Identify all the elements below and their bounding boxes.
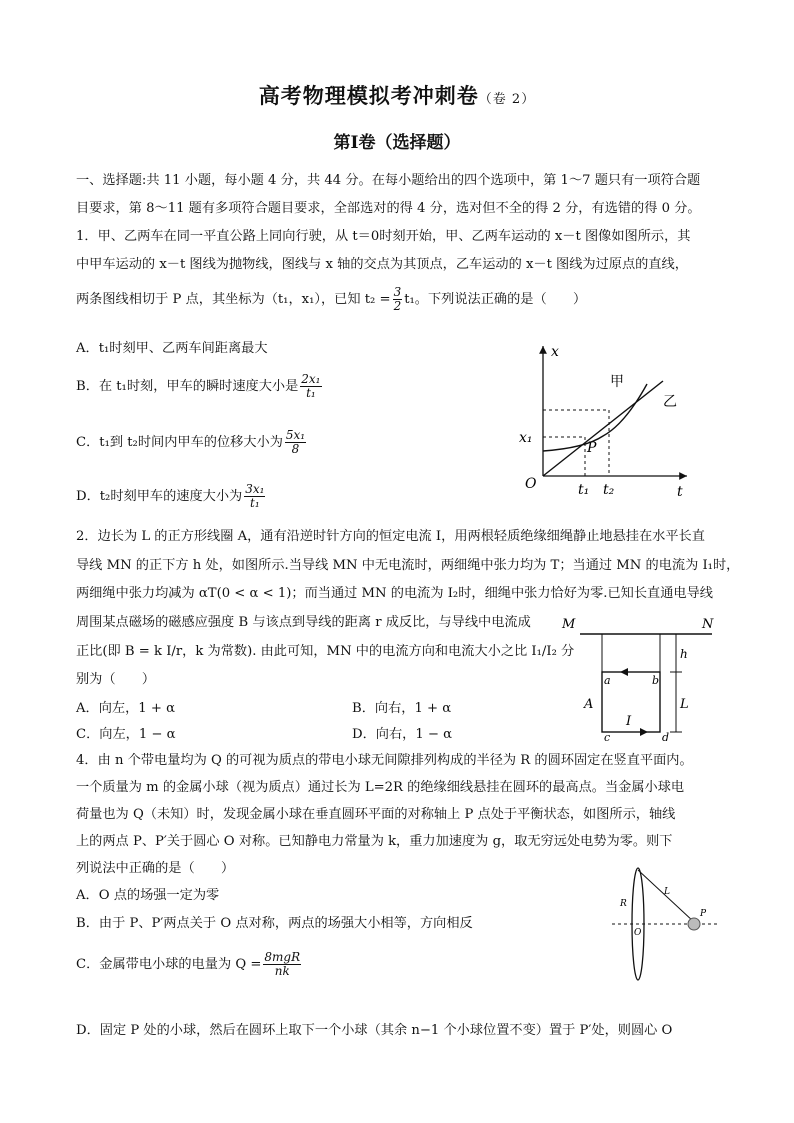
- q2-option-d[interactable]: D．向右，1 − α: [352, 727, 453, 742]
- y-axis-label: x: [551, 344, 559, 360]
- label-c: c: [604, 731, 611, 742]
- label-r: R: [620, 899, 627, 909]
- label-n: N: [702, 617, 714, 632]
- label-a: a: [604, 674, 611, 687]
- page-title: 高考物理模拟考冲刺卷（卷 2）: [258, 83, 536, 108]
- label-p: P: [700, 909, 707, 919]
- label-m: M: [562, 617, 576, 632]
- q2-stem-4: 周围某点磁场的磁感应强度 B 与该点到导线的距离 r 成反比，与导线中电流成: [76, 615, 531, 630]
- q1-stem-1: 1．甲、乙两车在同一平直公路上同向行驶，从 t＝0时刻开始，甲、乙两车运动的 x－t 图像如图所示，其: [76, 229, 691, 244]
- jia-label: 甲: [610, 374, 624, 390]
- q1-option-a[interactable]: A．t₁时刻甲、乙两车间距离最大: [76, 341, 268, 356]
- yi-line: [543, 381, 663, 476]
- q2-stem-5: 正比(即 B = k I/r，k 为常数). 由此可知，MN 中的电流方向和电流大小之比 I₁/I₂ 分: [76, 644, 575, 659]
- label-b: b: [652, 674, 660, 687]
- q1-option-b[interactable]: B．在 t₁时刻，甲车的瞬时速度大小是 $\frac{\text{2x₁}}{\text{t₁}}$: [76, 372, 321, 400]
- q1-xt-graph: [515, 336, 695, 506]
- section-instruction-1: 一、选择题:共 11 小题，每小题 4 分，共 44 分。在每小题给出的四个选项中，第 1～7 题只有一项符合题: [76, 173, 701, 188]
- q4-ring-figure: [612, 862, 722, 987]
- q2-stem-1: 2．边长为 L 的正方形线圈 A，通有沿逆时针方向的恒定电流 I，用两根轻质绝缘细绳静止地悬挂在水平长直: [76, 529, 705, 544]
- x1-label: x₁: [519, 430, 533, 446]
- q4-stem-5: 列说法中正确的是（ ）: [76, 861, 235, 876]
- q4-option-a[interactable]: A．O 点的场强一定为零: [76, 888, 220, 903]
- metal-ball: [688, 918, 700, 930]
- q1-fraction: $\frac{3}{2}$: [393, 285, 402, 313]
- q2-stem-2: 导线 MN 的正下方 h 处，如图所示.当导线 MN 中无电流时，两细绳中张力均为 T；当通过 MN 的电流为 I₁时，: [76, 558, 740, 573]
- q4-option-b[interactable]: B．由于 P、P′两点关于 O 点对称，两点的场强大小相等，方向相反: [76, 916, 473, 931]
- q1-stem-2: 中甲车运动的 x－t 图线为抛物线，图线与 x 轴的交点为其顶点，乙车运动的 x－t 图线为过原点的直线，: [76, 257, 688, 272]
- q2-option-b[interactable]: B．向右，1 + α: [352, 701, 452, 716]
- q1-option-d[interactable]: D．t₂时刻甲车的速度大小为 $\frac{\text{3x₁}}{\text{t₁}}$: [76, 482, 265, 510]
- yi-label: 乙: [663, 394, 677, 410]
- title-suffix: （卷 2）: [478, 92, 536, 107]
- q4-stem-2: 一个质量为 m 的金属小球（视为质点）通过长为 L=2R 的绝缘细线悬挂在圆环的最高点。当金属小球电: [76, 780, 685, 795]
- q2-option-a[interactable]: A．向左，1 + α: [76, 701, 176, 716]
- label-h: h: [680, 647, 688, 661]
- label-l: L: [664, 887, 670, 897]
- label-l: L: [680, 697, 689, 712]
- q2-option-c[interactable]: C．向左，1 − α: [76, 727, 176, 742]
- x-axis-label: t: [677, 484, 683, 500]
- label-o: O: [634, 928, 642, 938]
- q4-option-d[interactable]: D．固定 P 处的小球，然后在圆环上取下一个小球（其余 n−1 个小球位置不变）置于 P′处，则圆心 O: [76, 1023, 673, 1038]
- q4-option-c[interactable]: C．金属带电小球的电量为 Q = $\frac{\text{8mgR}}{nk}$: [76, 950, 301, 978]
- t2-label: t₂: [603, 482, 615, 498]
- t1-label: t₁: [578, 482, 590, 498]
- part-title: 第Ⅰ卷（选择题）: [333, 133, 461, 153]
- p-label: P: [587, 440, 597, 456]
- q1-option-c[interactable]: C．t₁到 t₂时间内甲车的位移大小为 $\frac{\text{5x₁}}{8}$: [76, 428, 306, 456]
- q2-coil-figure: [560, 612, 720, 742]
- q1-stem-3: 两条图线相切于 P 点，其坐标为（t₁，x₁），已知 t₂ = $\frac{3}{2}$ t₁。下列说法正确的是（ ）: [76, 285, 587, 313]
- label-i: I: [626, 714, 632, 729]
- label-coil: A: [584, 697, 594, 712]
- label-d: d: [662, 731, 670, 742]
- origin-label: O: [525, 476, 537, 492]
- q2-stem-6: 别为（ ）: [76, 672, 156, 687]
- q4-stem-1: 4．由 n 个带电量均为 Q 的可视为质点的带电小球无间隙排列构成的半径为 R 的圆环固定在竖直平面内。: [76, 753, 693, 768]
- q4-stem-3: 荷量也为 Q（未知）时，发现金属小球在垂直圆环平面的对称轴上 P 点处于平衡状态，如图所示，轴线: [76, 807, 676, 822]
- q4-stem-4: 上的两点 P、P′关于圆心 O 对称。已知静电力常量为 k，重力加速度为 g，取无穷远处电势为零。则下: [76, 834, 673, 849]
- q2-stem-3: 两细绳中张力均减为 αT(0 < α < 1)；而当通过 MN 的电流为 I₂时，细绳中张力恰好为零.已知长直通电导线: [76, 586, 713, 601]
- section-instruction-2: 目要求，第 8～11 题有多项符合题目要求，全部选对的得 4 分，选对但不全的得 2 分，有选错的得 0 分。: [76, 201, 701, 216]
